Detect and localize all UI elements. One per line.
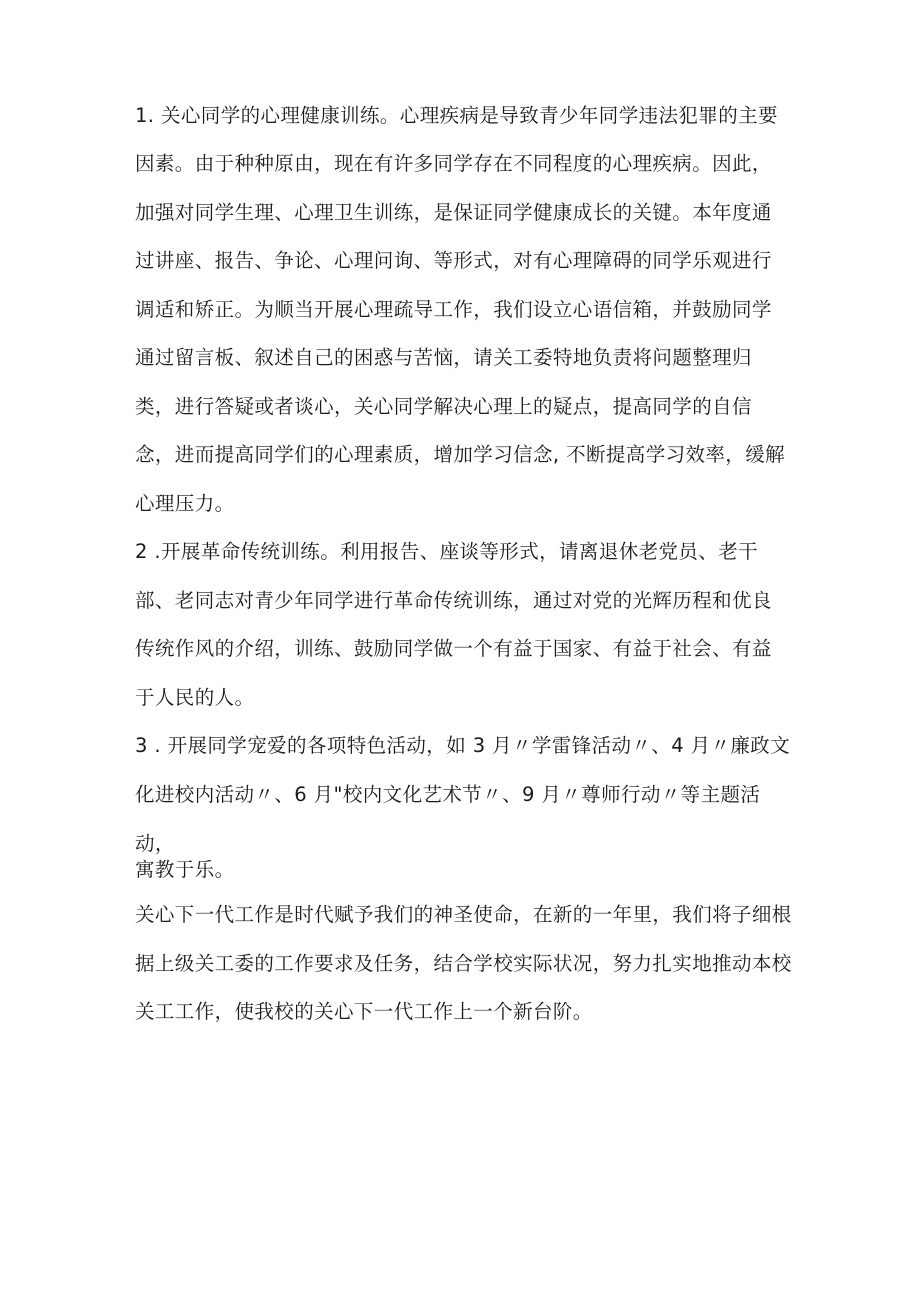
paragraph-1-line-2: 因素。由于种种原由，现在有许多同学存在不同程度的心理疾病。因此， (135, 152, 772, 175)
paragraph-4-line-3: 关工工作，使我校的关心下一代工作上一个新台阶。 (135, 1000, 593, 1023)
paragraph-4-line-2: 据上级关工委的工作要求及任务，结合学校实际状况，努力扎实地推动本校 (135, 952, 792, 975)
paragraph-3-line-2: 化进校内活动〃、6 月"校内文化艺术节〃、9 月〃尊师行动〃等主题活 (135, 783, 761, 806)
paragraph-1-line-9: 心理压力。 (135, 492, 235, 515)
paragraph-1-line-8: 念，进而提高同学们的心理素质，增加学习信念, 不断提高学习效率，缓解 (135, 443, 785, 466)
paragraph-1-line-5: 调适和矫正。为顺当开展心理疏导工作，我们设立心语信箱，并鼓励同学 (135, 298, 772, 321)
paragraph-1-line-1: 1. 关心同学的心理健康训练。心理疾病是导致青少年同学违法犯罪的主要 (135, 104, 778, 127)
paragraph-3-line-1: 3 . 开展同学宠爱的各项特色活动，如 3 月〃学雷锋活动〃、4 月〃廉政文 (135, 734, 791, 757)
paragraph-1-line-4: 过讲座、报告、争论、心理问询、等形式，对有心理障碍的同学乐观进行 (135, 249, 772, 272)
paragraph-4-line-1: 关心下一代工作是时代赋予我们的神圣使命，在新的一年里，我们将子细根 (135, 903, 792, 926)
paragraph-2-line-1: 2 .开展革命传统训练。利用报告、座谈等形式，请离退休老党员、老干 (135, 540, 759, 563)
paragraph-3-line-3: 动， (135, 832, 175, 855)
paragraph-1-line-3: 加强对同学生理、心理卫生训练，是保证同学健康成长的关键。本年度通 (135, 201, 772, 224)
paragraph-2-line-2: 部、老同志对青少年同学进行革命传统训练，通过对党的光辉历程和优良 (135, 589, 772, 612)
paragraph-2-line-3: 传统作风的介绍，训练、鼓励同学做一个有益于国家、有益于社会、有益 (135, 637, 772, 660)
paragraph-3-line-4: 寓教于乐。 (135, 858, 235, 881)
paragraph-2-line-4: 于人民的人。 (135, 686, 255, 709)
paragraph-1-line-7: 类，进行答疑或者谈心，关心同学解决心理上的疑点，提高同学的自信 (135, 395, 752, 418)
paragraph-1-line-6: 通过留言板、叙述自己的困惑与苦恼，请关工委特地负责将问题整理归 (135, 346, 752, 369)
